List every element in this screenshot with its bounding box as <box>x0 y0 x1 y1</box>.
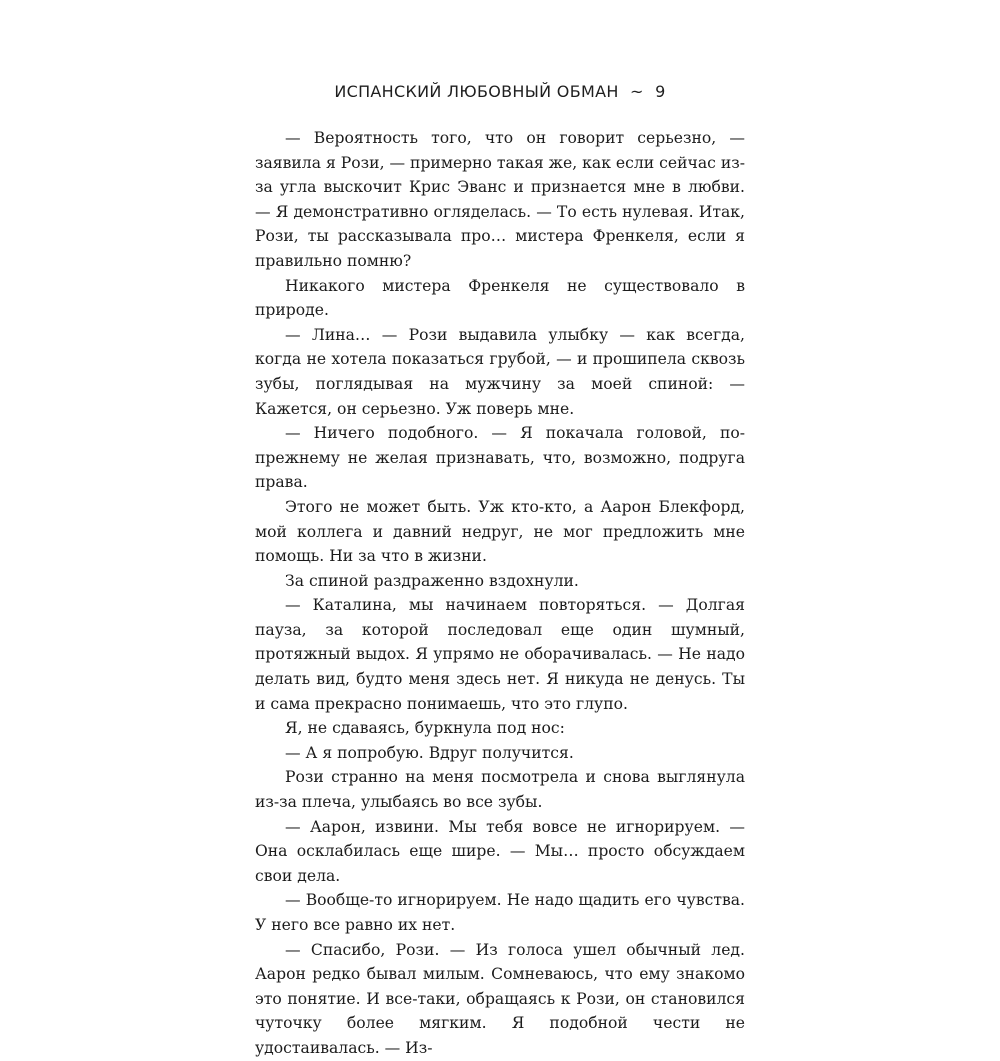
paragraph: — Лина… — Рози выдавила улыбку — как всегда, когда не хотела показаться грубой, — и прошипела сквозь зубы, поглядывая на мужчину за моей спиной: — Кажется, он серьезно. Уж поверь мне. <box>255 325 745 418</box>
paragraph: — Вообще-то игнорируем. Не надо щадить его чувства. У него все равно их нет. <box>255 891 745 934</box>
paragraph: — Ничего подобного. — Я покачала головой, по-прежнему не желая признавать, что, возможно, подруга права. <box>255 424 745 492</box>
paragraph: — Спасибо, Рози. — Из голоса ушел обычный лед. Аарон редко бывал милым. Сомневаюсь, что ему знакомо это понятие. И все-таки, обращаясь к Рози, он становился чуточку более мягким. Я подобной чести не удостаивалась. — Из- <box>255 940 745 1057</box>
paragraph: Я, не сдаваясь, буркнула под нос: <box>285 719 565 738</box>
book-title: ИСПАНСКИЙ ЛЮБОВНЫЙ ОБМАН <box>334 82 619 101</box>
paragraph: Этого не может быть. Уж кто-кто, а Аарон Блекфорд, мой коллега и давний недруг, не мог предложить мне помощь. Ни за что в жизни. <box>255 497 745 566</box>
paragraph: За спиной раздраженно вздохнули. <box>285 571 579 590</box>
paragraph: — Вероятность того, что он говорит серьезно, — заявила я Рози, — примерно такая же, как если сейчас из-за угла выскочит Крис Эванс и признается мне в любви. — Я демонстративно огляделась. — То есть нулевая. Итак, Рози, ты рассказывала про… мистера Френкеля, если я правильно помню? <box>255 129 745 270</box>
paragraph: — Аарон, извини. Мы тебя вовсе не игнорируем. — Она осклабилась еще шире. — Мы… просто обсуждаем свои дела. <box>255 817 745 885</box>
running-head <box>0 82 1000 101</box>
paragraph: — А я попробую. Вдруг получится. <box>285 743 574 762</box>
paragraph: Никакого мистера Френкеля не существовало в природе. <box>255 276 745 320</box>
page-number: 9 <box>655 82 666 101</box>
title-separator: ~ <box>630 82 644 101</box>
paragraph: — Каталина, мы начинаем повторяться. — Долгая пауза, за которой последовал еще один шумный, протяжный выдох. Я упрямо не оборачивалась. — Не надо делать вид, будто меня здесь нет. Я никуда не денусь. Ты и сама прекрасно понимаешь, что это глупо. <box>255 596 745 713</box>
paragraph: Рози странно на меня посмотрела и снова выглянула из-за плеча, улыбаясь во все зубы. <box>255 768 745 812</box>
body-text <box>255 126 745 1061</box>
